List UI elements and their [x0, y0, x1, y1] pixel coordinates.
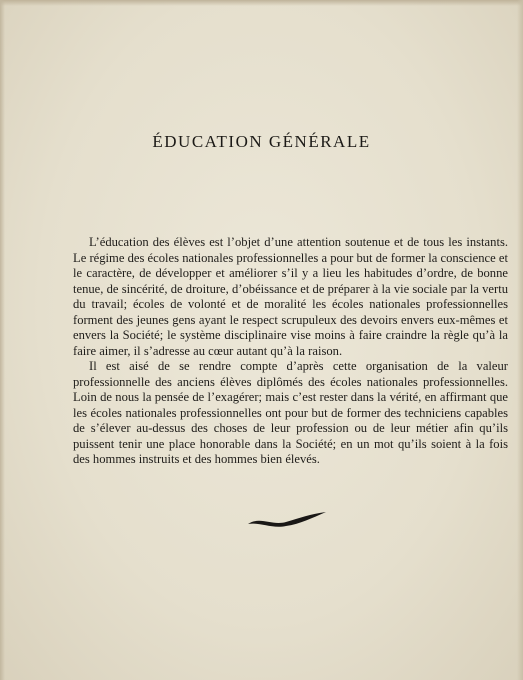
- paragraph-1: L’éducation des élèves est l’objet d’une attention soutenue et de tous les instants. Le régime des écoles nationales professionnelles a pour but de former la conscience et le caractère, de développer et améliorer s’il y a lieu les habitudes d’ordre, de bonne tenue, de sincérité, de droiture, d’obéissance et de préparer à la vie sociale par la vertu du travail; écoles de volonté et de moralité les écoles nationales professionnelles forment des jeunes gens ayant le respect scrupuleux des devoirs envers eux-mêmes et envers la Société; le système disciplinaire vise moins à faire craindre la règle qu’à la faire aimer, il s’adresse au cœur autant qu’à la raison.: [73, 235, 508, 358]
- page-edge-right: [517, 0, 523, 680]
- page-edge-left: [0, 0, 5, 680]
- page-title: ÉDUCATION GÉNÉRALE: [152, 132, 371, 151]
- swash-ornament-icon: [246, 508, 328, 532]
- page-edge-top: [0, 0, 523, 6]
- body-text: [73, 235, 508, 468]
- paragraph-2: Il est aisé de se rendre compte d’après cette organisation de la valeur professionnelle des anciens élèves diplômés des écoles nationales professionnelles. Loin de nous la pensée de l’exagérer; mais c’est rester dans la vérité, en affirmant que les écoles nationales professionnelles ont pour but de former des techniciens capables de s’élever au-dessus des choses de leur profession ou de leur métier afin qu’ils puissent tenir une place honorable dans la Société; en un mot qu’ils soient à la fois des hommes instruits et des hommes bien élevés.: [73, 359, 508, 466]
